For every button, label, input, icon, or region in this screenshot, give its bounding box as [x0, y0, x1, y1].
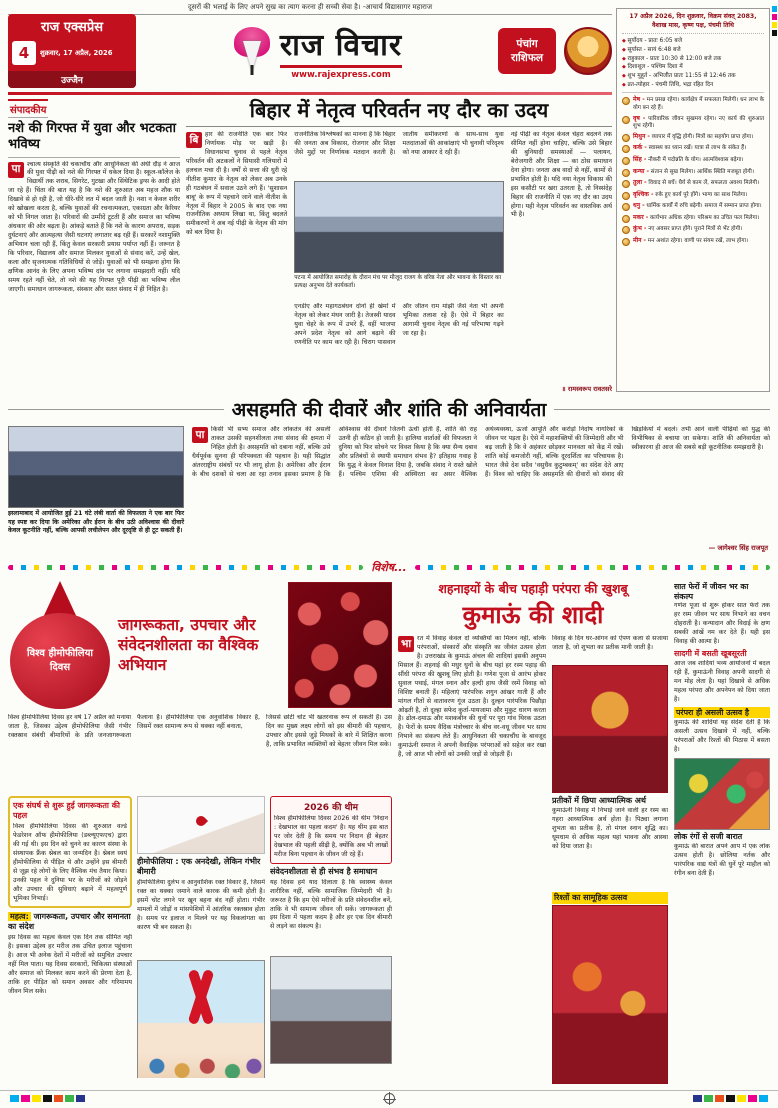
masthead	[8, 12, 612, 90]
disease-text: हीमोफीलिया दुर्लभ व आनुवांशिक रक्त विकार है, जिसमें रक्त का थक्का जमाने वाले कारक की कमी होती है। इसमें चोट लगने पर खून बहना बंद नहीं होता। गंभीर मामलों में जोड़ों व मांसपेशियों में आंतरिक रक्तस्राव होता है। समय पर इलाज न मिलने पर यह विकलांगता का कारण भी बन सकता है।	[137, 879, 265, 931]
zodiac-row: कर्क - स्वास्थ्य का ध्यान रखें। यात्रा से लाभ के संकेत हैं।	[622, 144, 764, 153]
zodiac-row: मकर - कार्यभार अधिक रहेगा। परिश्रम का उचित फल मिलेगा।	[622, 214, 764, 223]
side-title-2: सादगी में बसती खूबसूरती	[674, 649, 747, 659]
dissent-byline: — जागेश्वर सिंह राजपूत	[703, 543, 768, 552]
cmyk-chips-left	[10, 1095, 85, 1102]
panchang-line: ◆ शुभ मुहूर्त - अभिजीत प्रातः 11:55 से 12:46 तक	[622, 72, 764, 81]
theme-text: विश्व हीमोफीलिया दिवस 2026 की थीम 'निदान : देखभाल का पहला कदम' है। यह थीम इस बात पर जोर देती है कि समय पर निदान ही बेहतर देखभाल की पहली सीढ़ी है, क्योंकि अब भी लाखों मरीज बिना पहचान के जीवन जी रहे हैं।	[274, 815, 388, 858]
hemophilia-headline: जागरूकता, उपचार और संवेदनशीलता का वैश्विक अभियान	[118, 615, 259, 675]
zodiac-icon	[622, 203, 630, 211]
masthead-center	[144, 23, 490, 80]
zodiac-icon	[622, 134, 630, 142]
wedding-main	[398, 580, 668, 1084]
rule	[554, 409, 770, 410]
edition-city: उज्जैन	[8, 71, 136, 88]
wedding-kicker: शहनाइयों के बीच पहाड़ी परंपरा की खुशबू	[438, 581, 628, 596]
dropcap: पा	[8, 162, 24, 178]
side-title-4: लोक रंगों से सजी बारात	[674, 832, 743, 842]
brand-name: राज एक्सप्रेस	[40, 20, 104, 35]
zodiac-row: कुंभ - नए अवसर प्राप्त होंगे। पुराने मित्रों से भेंट होगी।	[622, 225, 764, 234]
editorial-body: पा श्चात्य संस्कृति की चकाचौंध और आधुनिकता की अंधी दौड़ ने आज की युवा पीढ़ी को नशे की गिरफ्त में धकेल दिया है। स्कूल-कॉलेज के विद्यार्थी तक शराब, सिगरेट, गुटखा और सिंथेटिक ड्रग्स के आदी होते जा रहे हैं। चिंता की बात यह है कि नशे की शुरुआत अब महज शौक या दिखावे से हो रही है, जो धीरे-धीरे लत में बदल जाती है। नशा न केवल शरीर को खोखला करता है, बल्कि युवाओं की रचनात्मकता, एकाग्रता और कैरियर को भी निगल जाता है। परिवारों की उम्मीदें टूटती हैं और समाज का भविष्य अंधकार की ओर बढ़ता है। आंकड़े बताते हैं कि नशे के कारण अपराध, सड़क दुर्घटनाएं और आत्महत्या जैसी घटनाएं लगातार बढ़ रही हैं। सरकारें नशामुक्ति अभियान चला रही हैं, किंतु केवल सरकारी प्रयास पर्याप्त नहीं हैं। जरूरत है कि परिवार, विद्यालय और समाज मिलकर युवाओं से संवाद करें, उन्हें खेल, कला और सृजनात्मक गतिविधियों से जोड़ें। युवाओं को भी समझना होगा कि क्षणिक आनंद के लिए अपना भविष्य दांव पर लगाना समझदारी नहीं। यदि समय रहते नहीं चेते, तो नशे की यह गिरफ्त पूरी पीढ़ी का भविष्य लील जाएगी। समाधान जागरूकता, संस्कार और सतत संवाद में ही निहित है।	[8, 160, 180, 293]
wedding-mid-text: विवाह के दिन घर-आंगन को ऐपण कला से सजाया जाता है, जो शुभता का प्रतीक मानी जाती है।	[552, 635, 668, 651]
hemophilia-banner	[8, 580, 392, 710]
dissent-body: पा किसी भी सभ्य समाज और लोकतंत्र की असली ताकत उसकी सहनशीलता तथा संवाद की क्षमता में निहित होती है। असहमति को दबाना नहीं, बल्कि उसे धैर्यपूर्वक सुनना ही परिपक्वता की पहचान है। यही सिद्धांत अंतरराष्ट्रीय संबंधों पर भी लागू होता है। अमेरिका और ईरान के बीच दशकों से चला आ रहा तनाव इसका प्रमाण है कि अविश्वास की दीवारें जितनी ऊंची होती हैं, शांति की राह उतनी ही कठिन हो जाती है। हालिया वार्ताओं की विफलता ने दुनिया को फिर सोचने पर विवश किया है कि क्या सैन्य दबाव और प्रतिबंधों से स्थायी समाधान संभव है? इतिहास गवाह है कि युद्ध ने केवल विनाश दिया है, जबकि संवाद ने रास्ते खोले हैं। पश्चिम एशिया की अस्थिरता का असर वैश्विक अर्थव्यवस्था, ऊर्जा आपूर्ति और करोड़ों निर्दोष नागरिकों के जीवन पर पड़ता है। ऐसे में महाशक्तियों की जिम्मेदारी और भी बढ़ जाती है कि वे अहंकार छोड़कर मानवता को केंद्र में रखें। शांति कोई कमजोरी नहीं, बल्कि दूरदर्शिता का परिचायक है। भारत जैसे देश सदैव 'वसुधैव कुटुम्बकम्' का संदेश देते आए हैं। विश्व को चाहिए कि असहमति की दीवारों को संवाद की खिड़कियों में बदले। तभी आने वाली पीढ़ियों को युद्ध की विभीषिका से बचाया जा सकेगा। शांति की अनिवार्यता को स्वीकारना ही आज की सबसे बड़ी कूटनीतिक समझदारी है।	[192, 426, 770, 478]
panchang-line: ◆ राहुकाल - प्रातः 10:30 से 12:00 बजे तक	[622, 55, 764, 64]
special-label: विशेष...	[371, 561, 407, 574]
zodiac-icon	[622, 180, 630, 188]
dissent-leaders-photo	[8, 426, 184, 508]
dropcap: पा	[192, 427, 208, 443]
wedding-title: कुमाऊं की शादी	[462, 601, 604, 629]
zodiac-icon	[622, 169, 630, 177]
side-text-4: कुमाऊं की बारात अपने आप में एक लोक उत्सव होती है। छोलिया नर्तक और पारंपरिक वाद्य यंत्रों की धुनें पूरे माहौल को रंगीन बना देती हैं।	[674, 842, 770, 877]
panchang-column	[616, 8, 770, 392]
importance-title: महत्व: जागरूकता, उपचार और समानता का संदेश	[8, 912, 131, 932]
world-hemophilia-day-label: विश्व हीमोफीलिया दिवस	[10, 613, 110, 709]
panchang-line: ◆ दिशाशूल - पश्चिम दिशा में	[622, 63, 764, 72]
theme-title: 2026 की थीम	[303, 803, 359, 813]
hemophilia-col-b	[137, 796, 265, 1078]
disease-title: हीमोफीलिया : एक अनदेखी, लेकिन गंभीर बीमारी	[137, 857, 261, 876]
wedding-inner	[398, 635, 668, 1084]
rashifal-label: राशिफल	[510, 52, 544, 64]
zodiac-row: तुला - विवाद से बचें। धैर्य से काम लें, सफलता अवश्य मिलेगी।	[622, 179, 764, 188]
bihar-byline: ॥ रामस्वरूप रावतसरे	[561, 385, 612, 392]
panchang-rashifal-button[interactable]	[498, 28, 556, 74]
title-rule	[280, 65, 402, 68]
origin-title: एक संघर्ष से शुरू हुई जागरूकता की पहल	[13, 801, 120, 820]
panchang-line: ◆ व्रत-त्योहार - पंचमी तिथि, भद्रा रहित दिन	[622, 81, 764, 90]
hemophilia-col-a	[8, 796, 132, 1078]
hemophilia-col-c	[270, 796, 392, 1078]
bihar-col1: बि हार की राजनीति एक बार फिर निर्णायक मोड़ पर खड़ी है। विधानसभा चुनाव से पहले नेतृत्व परिवर्तन की अटकलों ने सियासी गलियारों में हलचल मचा दी है। वर्षों से सत्ता की धुरी रहे नीतीश कुमार के नेतृत्व को लेकर अब उनके ही गठबंधन में सवाल उठने लगे हैं। 'सुशासन बाबू' के रूप में पहचाने जाने वाले नीतीश के नेतृत्व में बिहार ने 2005 के बाद एक नया राजनीतिक अध्याय लिखा था, किंतु बदलते समीकरणों ने अब नई पीढ़ी के नेतृत्व की मांग को बल दिया है।	[186, 131, 288, 237]
edition-date: शुक्रवार, 17 अप्रैल, 2026	[40, 48, 113, 57]
patients-photo	[270, 956, 392, 1064]
symbolism-title: प्रतीकों में छिपा आध्यात्मिक अर्थ	[552, 796, 646, 805]
zodiac-icon	[622, 226, 630, 234]
bihar-col4-text: नई पीढ़ी का नेतृत्व केवल चेहरा बदलने तक सीमित नहीं होना चाहिए, बल्कि उसे बिहार की बुनियादी समस्याओं — पलायन, बेरोजगारी और शिक्षा — का ठोस समाधान देना होगा। जनता अब वादों से नहीं, कामों से प्रभावित होती है। यदि नया नेतृत्व विकास की इस कसौटी पर खरा उतरता है, तो निस्संदेह बिहार की राजनीति में एक नए दौर का उदय होगा। यही नेतृत्व परिवर्तन का वास्तविक अर्थ भी है।	[510, 131, 612, 219]
deity-emblem-icon	[564, 27, 612, 75]
zodiac-row: मीन - मन अशांत रहेगा। वाणी पर संयम रखें, लाभ होगा।	[622, 237, 764, 246]
registration-strip	[772, 6, 777, 36]
sensitivity-title: संवेदनशीलता से ही संभव है समाधान	[270, 866, 378, 876]
editorial-headline: नशे की गिरफ्त में युवा और भटकता भविष्य	[8, 121, 180, 158]
zodiac-row: वृष - पारिवारिक जीवन सुखमय रहेगा। नए कार्य की शुरुआत शुभ रहेगी।	[622, 115, 764, 131]
dropcap: बि	[186, 132, 202, 148]
zodiac-row: कन्या - संतान से सुख मिलेगा। आर्थिक स्थिति मजबूत होगी।	[622, 168, 764, 177]
wedding-couple-photo	[552, 665, 668, 793]
ritual-photo	[552, 905, 668, 1084]
title-wrap	[280, 23, 402, 80]
origin-box	[8, 796, 132, 908]
panchang-line: ◆ सूर्यास्त - सायं 6:48 बजे	[622, 46, 764, 55]
side-title-3: परंपरा ही असली उत्सव है	[674, 707, 770, 719]
collective-title: रिश्तों का सामूहिक उत्सव	[552, 892, 668, 904]
dissent-photo-caption: इस्लामाबाद में आयोजित हुई 21 घंटे लंबी वार्ता की विफलता ने एक बार फिर यह स्पष्ट कर दिया कि अमेरिका और ईरान के बीच उठी अविश्वास की दीवारें केवल कूटनीति नहीं, बल्कि आपसी लचीलेपन और दूरदृष्टि से ही टूट सकती हैं।	[8, 510, 184, 535]
zodiac-row: मिथुन - व्यापार में वृद्धि होगी। मित्रों का सहयोग प्राप्त होगा।	[622, 133, 764, 142]
blood-cells-image	[288, 582, 392, 708]
zodiac-icon	[622, 157, 630, 165]
sensitivity-text: यह दिवस हमें याद दिलाता है कि स्वास्थ्य केवल शारीरिक नहीं, बल्कि सामाजिक जिम्मेदारी भी है। जरूरत है कि हम ऐसे मरीजों के प्रति संवेदनशील बनें, ताकि वे भी सामान्य जीवन जी सकें। जागरूकता ही इस दिशा में पहला कदम है और हर एक दिन बीमारी से लड़ने का संकल्प है।	[270, 878, 392, 931]
bihar-article	[186, 96, 612, 392]
bihar-mid-top: राजनीतिक विश्लेषकों का मानना है कि बिहार की जनता अब विकास, रोजगार और शिक्षा जैसे मुद्दों पर निर्णायक मतदान करती है। जातीय समीकरणों के साथ-साथ युवा मतदाताओं की आकांक्षाएं भी चुनावी परिदृश्य को नया आकार दे रही हैं।	[294, 131, 504, 156]
side-text-2: आज जब शादियां भव्य आयोजनों में बदल रही हैं, कुमाऊंनी विवाह अपनी सादगी से मन मोह लेता है। यहां दिखावे से अधिक महत्व परंपरा और अपनेपन को दिया जाता है।	[674, 659, 770, 703]
bihar-body	[186, 131, 612, 392]
bihar-mid-bottom: एनडीए और महागठबंधन दोनों ही खेमों में नेतृत्व को लेकर मंथन जारी है। तेजस्वी यादव युवा चेहरे के रूप में उभरे हैं, वहीं भाजपा अपने प्रदेश नेतृत्व को आगे बढ़ाने की रणनीति पर काम कर रही है। चिराग पासवान और जीतन राम मांझी जैसे नेता भी अपनी भूमिका तलाश रहे हैं। ऐसे में बिहार का आगामी चुनाव नेतृत्व की नई परिभाषा गढ़ने जा रहा है।	[294, 303, 504, 346]
zodiac-row: धनु - धार्मिक कार्यों में रुचि बढ़ेगी। समाज में सम्मान प्राप्त होगा।	[622, 202, 764, 211]
color-dots	[415, 565, 770, 570]
hemophilia-columns	[8, 796, 392, 1078]
hemophilia-intro	[8, 714, 392, 792]
wedding-sidebar	[674, 580, 770, 1084]
baraat-procession-photo	[674, 758, 770, 830]
bihar-photo-caption: पटना में आयोजित समारोह के दौरान मंच पर मौजूद राजग के वरिष्ठ नेता और भावना के विस्तार का प्रत्यक्ष अनुभव देते कार्यकर्ता।	[294, 275, 502, 289]
wedding-body: भा रत में विवाह केवल दो व्यक्तियों का मिलन नहीं, बल्कि परंपराओं, संस्कारों और संस्कृति का जीवंत उत्सव होता है। उत्तराखंड के कुमाऊं अंचल की शादियां इसकी अनुपम मिसाल हैं। शहनाई की मधुर धुनों के बीच यहां हर रस्म पहाड़ की सौंधी परंपरा की खुशबू लिए होती है। गणेश पूजा से आरंभ होकर सुवाल पथाई, मंगल स्नान और हल्दी हाथ जैसी रस्में विवाह को विशिष्ट बनाती हैं। महिलाएं पारंपरिक शगुन आंखर गाती हैं और मांगल गीतों से वातावरण गूंज उठता है। दुल्हन पारंपरिक पिछौड़ा ओढ़ती है, तो दूल्हा सफेद कुर्ता-पायजामा और मुकुट धारण करता है। ढोल-दमाऊ और मशकबीन की धुनों पर पूरा गांव थिरक उठता है। फेरों के समय वैदिक मंत्रोच्चार के बीच वर-वधू जीवन भर साथ निभाने का संकल्प लेते हैं। आधुनिकता की चकाचौंध के बावजूद कुमाऊंनी समाज ने अपनी वैवाहिक परंपराओं को सहेज कर रखा है, जो आज भी लोगों को उनकी जड़ों से जोड़ती हैं।	[398, 635, 546, 759]
zodiac-row: वृश्चिक - रुके हुए कार्य पूरे होंगे। भाग्य का साथ मिलेगा।	[622, 191, 764, 200]
zodiac-icon	[622, 97, 630, 105]
side-text-1: गणेश पूजा से शुरू होकर सात फेरों तक हर रस्म जीवन भर साथ निभाने का वचन दोहराती है। कन्यादान और विदाई के क्षण सबकी आंखें नम कर देते हैं। यही इस विवाह की आत्मा है।	[674, 602, 770, 646]
paper-title: राज विचार	[279, 27, 403, 63]
brand-box	[8, 14, 136, 88]
pen-nib-logo-icon	[232, 25, 272, 77]
zodiac-icon	[622, 238, 630, 246]
dissent-headline: असहमति की दीवारें और शांति की अनिवार्यता	[231, 399, 547, 421]
zodiac-icon	[622, 192, 630, 200]
print-footer	[0, 1090, 778, 1106]
brand-mid	[8, 35, 136, 71]
zodiac-icon	[622, 145, 630, 153]
rule	[8, 409, 224, 410]
dissent-body-row	[8, 426, 770, 552]
origin-text: विश्व हीमोफीलिया दिवस की शुरुआत वर्ल्ड फेडरेशन ऑफ हीमोफीलिया (डब्ल्यूएफएच) द्वारा की गई थी। इस दिन को चुनने का कारण संस्था के संस्थापक फ्रैंक श्नेबल का जन्मदिन है। श्नेबल स्वयं हीमोफीलिया से पीड़ित थे और उन्होंने इस बीमारी से जूझ रहे लोगों के लिए वैश्विक मंच तैयार किया। उनकी पहल ने दुनिया भर के मरीजों को जोड़ने और उपचार की सुविधाएं बढ़ाने में महत्वपूर्ण भूमिका निभाई।	[13, 823, 127, 902]
intro-text-2: जिससे छोटी चोट भी खतरनाक रूप ले सकती है। उस दिन का मुख्य लक्ष्य लोगों को इस बीमारी की पहचान, उपचार और इससे जुड़े मिथकों के बारे में शिक्षित करना है, ताकि प्रभावित व्यक्तियों को बेहतर जीवन मिल सके।	[266, 714, 392, 748]
special-section-divider	[8, 560, 770, 575]
page-number: 4	[12, 41, 36, 65]
bihar-headline: बिहार में नेतृत्व परिवर्तन नए दौर का उदय	[186, 96, 612, 127]
zodiac-icon	[622, 215, 630, 223]
injured-hand-image	[137, 796, 265, 854]
symbolism-text: कुमाऊंनी विवाह में निभाई जाने वाली हर रस्म का गहरा आध्यात्मिक अर्थ होता है। पिठ्या लगाना शुभता का प्रतीक है, तो मंगल स्नान शुद्धि का। धूमधाम से अधिक महत्व यहां भावना और आस्था को दिया जाता है।	[552, 807, 668, 850]
side-text-3: कुमाऊं की शादियां यह संदेश देती हैं कि असली उत्सव दिखावे में नहीं, बल्कि परंपराओं और रिश्तों की मिठास में बसता है।	[674, 719, 770, 754]
dissent-article	[8, 396, 770, 556]
cmyk-chips-right	[693, 1095, 768, 1102]
page-tagline: दूसरों की भलाई के लिए अपने सुख का त्याग करना ही सच्ची सेवा है। -आचार्य विद्यासागर महाराज	[8, 3, 612, 15]
hemophilia-feature	[8, 580, 392, 1084]
header-rule	[8, 92, 612, 95]
editorial-article	[8, 98, 180, 392]
side-title-1: सात फेरों में जीवन भर का संकल्प	[674, 582, 749, 601]
zodiac-row: सिंह - नौकरी में पदोन्नति के योग। आत्मविश्वास बढ़ेगा।	[622, 156, 764, 165]
panchang-label: पंचांग	[516, 37, 538, 50]
zodiac-row: मेष - मन प्रसन्न रहेगा। कार्यक्षेत्र में सफलता मिलेगी। धन लाभ के योग बन रहे हैं।	[622, 96, 764, 112]
bihar-politicians-photo	[294, 181, 504, 273]
panchang-heading: 17 अप्रैल 2026, दिन शुक्रवार, विक्रम संवत् 2083, वैशाख मास, कृष्ण पक्ष, पंचमी तिथि	[622, 13, 764, 34]
wedding-feature	[398, 580, 770, 1084]
dropcap: भा	[398, 636, 414, 652]
panchang-line: ◆ सूर्योदय - प्रातः 6:05 बजे	[622, 37, 764, 46]
wedding-middle-col	[552, 635, 668, 1084]
website-link[interactable]: www.rajexpress.com	[291, 69, 391, 80]
color-dots	[8, 565, 363, 570]
dissent-photo-wrap	[8, 426, 184, 552]
registration-mark-icon	[384, 1093, 395, 1104]
awareness-illustration	[137, 960, 265, 1078]
theme-box	[270, 796, 392, 864]
bihar-photo-wrap	[294, 181, 504, 299]
editorial-label: संपादकीय	[8, 99, 48, 118]
zodiac-icon	[622, 116, 630, 124]
importance-text: इस दिवस का महत्व केवल एक दिन तक सीमित नहीं है। इसका उद्देश्य हर मरीज तक उचित इलाज पहुंचाना है। आज भी अनेक देशों में मरीजों को समुचित उपचार नहीं मिल पाता। यह दिवस सरकारों, चिकित्सा संस्थाओं और समाज को मिलकर काम करने की प्रेरणा देता है, ताकि हर पीड़ित को समान अवसर और गरिमामय जीवन मिल सके।	[8, 934, 132, 996]
blood-drop-icon	[8, 581, 112, 709]
divider	[622, 92, 764, 93]
bihar-col4	[511, 131, 612, 392]
intro-text-1: विश्व हीमोफीलिया दिवस हर वर्ष 17 अप्रैल को मनाया जाता है, जिसका उद्देश्य हीमोफीलिया जैसी गंभीर रक्तस्राव संबंधी बीमारियों के प्रति जनजागरूकता फैलाना है। हीमोफीलिया एक अनुवांशिक विकार है, जिसमें रक्त सामान्य रूप से थक्का नहीं बनाता,	[8, 714, 260, 739]
dissent-headline-row	[8, 396, 770, 422]
